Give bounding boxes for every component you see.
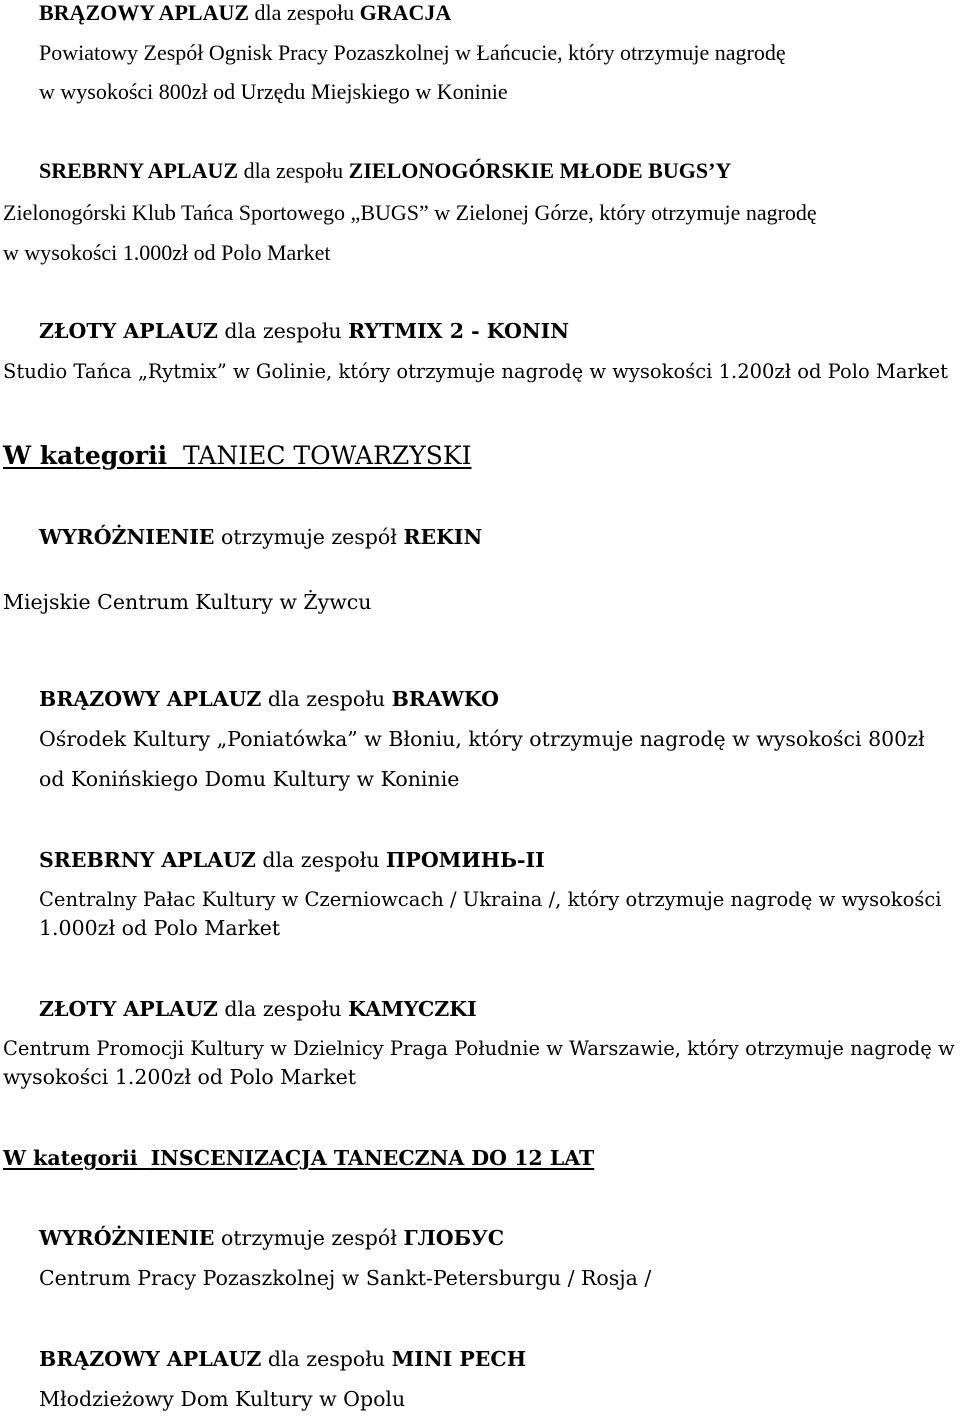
award-description: od Konińskiego Domu Kultury w Koninie [39,767,460,791]
award-name: SREBRNY APLAUZ [39,848,256,872]
team-name: MINI PECH [391,1347,527,1371]
award-connector: dla zespołu [238,158,349,183]
award-description: Powiatowy Zespół Ognisk Pracy Pozaszkolnej w Łańcucie, który otrzymuje nagrodę [39,40,786,65]
award-heading-prominy [39,850,545,871]
award-heading-mini-pech [39,1349,526,1370]
award-connector: otrzymuje zespół [214,1226,404,1250]
award-description: Zielonogórski Klub Tańca Sportowego „BUGS” w Zielonej Górze, który otrzymuje nagrodę [3,200,817,225]
award-name: ZŁOTY APLAUZ [39,997,218,1021]
team-name: ПРОМИНЬ-II [386,848,545,872]
award-heading-globus [39,1228,504,1249]
award-description: Młodzieżowy Dom Kultury w Opolu [39,1387,406,1411]
award-description: Ośrodek Kultury „Poniatówka” w Błoniu, który otrzymuje nagrodę w wysokości 800zł [39,727,925,751]
award-connector: dla zespołu [261,1347,392,1371]
team-name: KAMYCZKI [348,997,477,1021]
award-description: Centrum Pracy Pozaszkolnej w Sankt-Petersburgu / Rosja / [39,1266,652,1290]
category-name: INSCENIZACJA TANECZNA DO 12 LAT [150,1146,595,1170]
award-heading-rytmix [39,321,569,342]
team-name: ZIELONOGÓRSKIE MŁODE BUGS’Y [348,158,732,183]
award-connector: dla zespołu [255,848,387,872]
category-name: TANIEC TOWARZYSKI [182,441,472,470]
award-connector: dla zespołu [261,687,392,711]
award-name: ZŁOTY APLAUZ [39,319,218,343]
award-connector: dla zespołu [217,319,349,343]
award-name: WYRÓŻNIENIE [39,525,215,549]
award-heading-brawko [39,689,499,710]
award-connector: otrzymuje zespół [214,525,404,549]
award-connector: dla zespołu [217,997,349,1021]
award-connector: dla zespołu [249,0,360,25]
award-name: SREBRNY APLAUZ [39,158,239,183]
award-description: Centrum Promocji Kultury w Dzielnicy Praga Południe w Warszawie, który otrzymuje nagrodę w [3,1037,955,1060]
award-name: BRĄZOWY APLAUZ [39,1347,262,1371]
team-name: REKIN [403,525,483,549]
award-description: Centralny Pałac Kultury w Czerniowcach / Ukraina /, który otrzymuje nagrodę w wysokości [39,888,942,911]
award-description: 1.000zł od Polo Market [39,916,281,940]
award-heading-kamyczki [39,999,477,1020]
category-prefix: W kategorii [3,441,168,470]
award-name: WYRÓŻNIENIE [39,1226,215,1250]
team-name: BRAWKO [391,687,499,711]
award-heading-gracja [39,2,451,24]
team-name: GRACJA [359,0,452,25]
award-name: BRĄZOWY APLAUZ [39,0,250,25]
award-name: BRĄZOWY APLAUZ [39,687,262,711]
category-heading-taniec-towarzyski [3,443,471,468]
category-prefix: W kategorii [3,1146,138,1170]
award-description: wysokości 1.200zł od Polo Market [3,1065,356,1089]
award-heading-rekin [39,527,482,548]
team-name: ГЛОБУС [403,1226,505,1250]
award-description: w wysokości 1.000zł od Polo Market [3,240,331,265]
award-description: Miejskie Centrum Kultury w Żywcu [3,590,372,614]
category-heading-inscenizacja [3,1148,594,1169]
award-heading-zielonogorskie [39,160,731,182]
team-name: RYTMIX 2 - KONIN [348,319,569,343]
award-description: w wysokości 800zł od Urzędu Miejskiego w Koninie [39,79,508,104]
award-description: Studio Tańca „Rytmix” w Golinie, który otrzymuje nagrodę w wysokości 1.200zł od Polo Market [3,360,948,383]
